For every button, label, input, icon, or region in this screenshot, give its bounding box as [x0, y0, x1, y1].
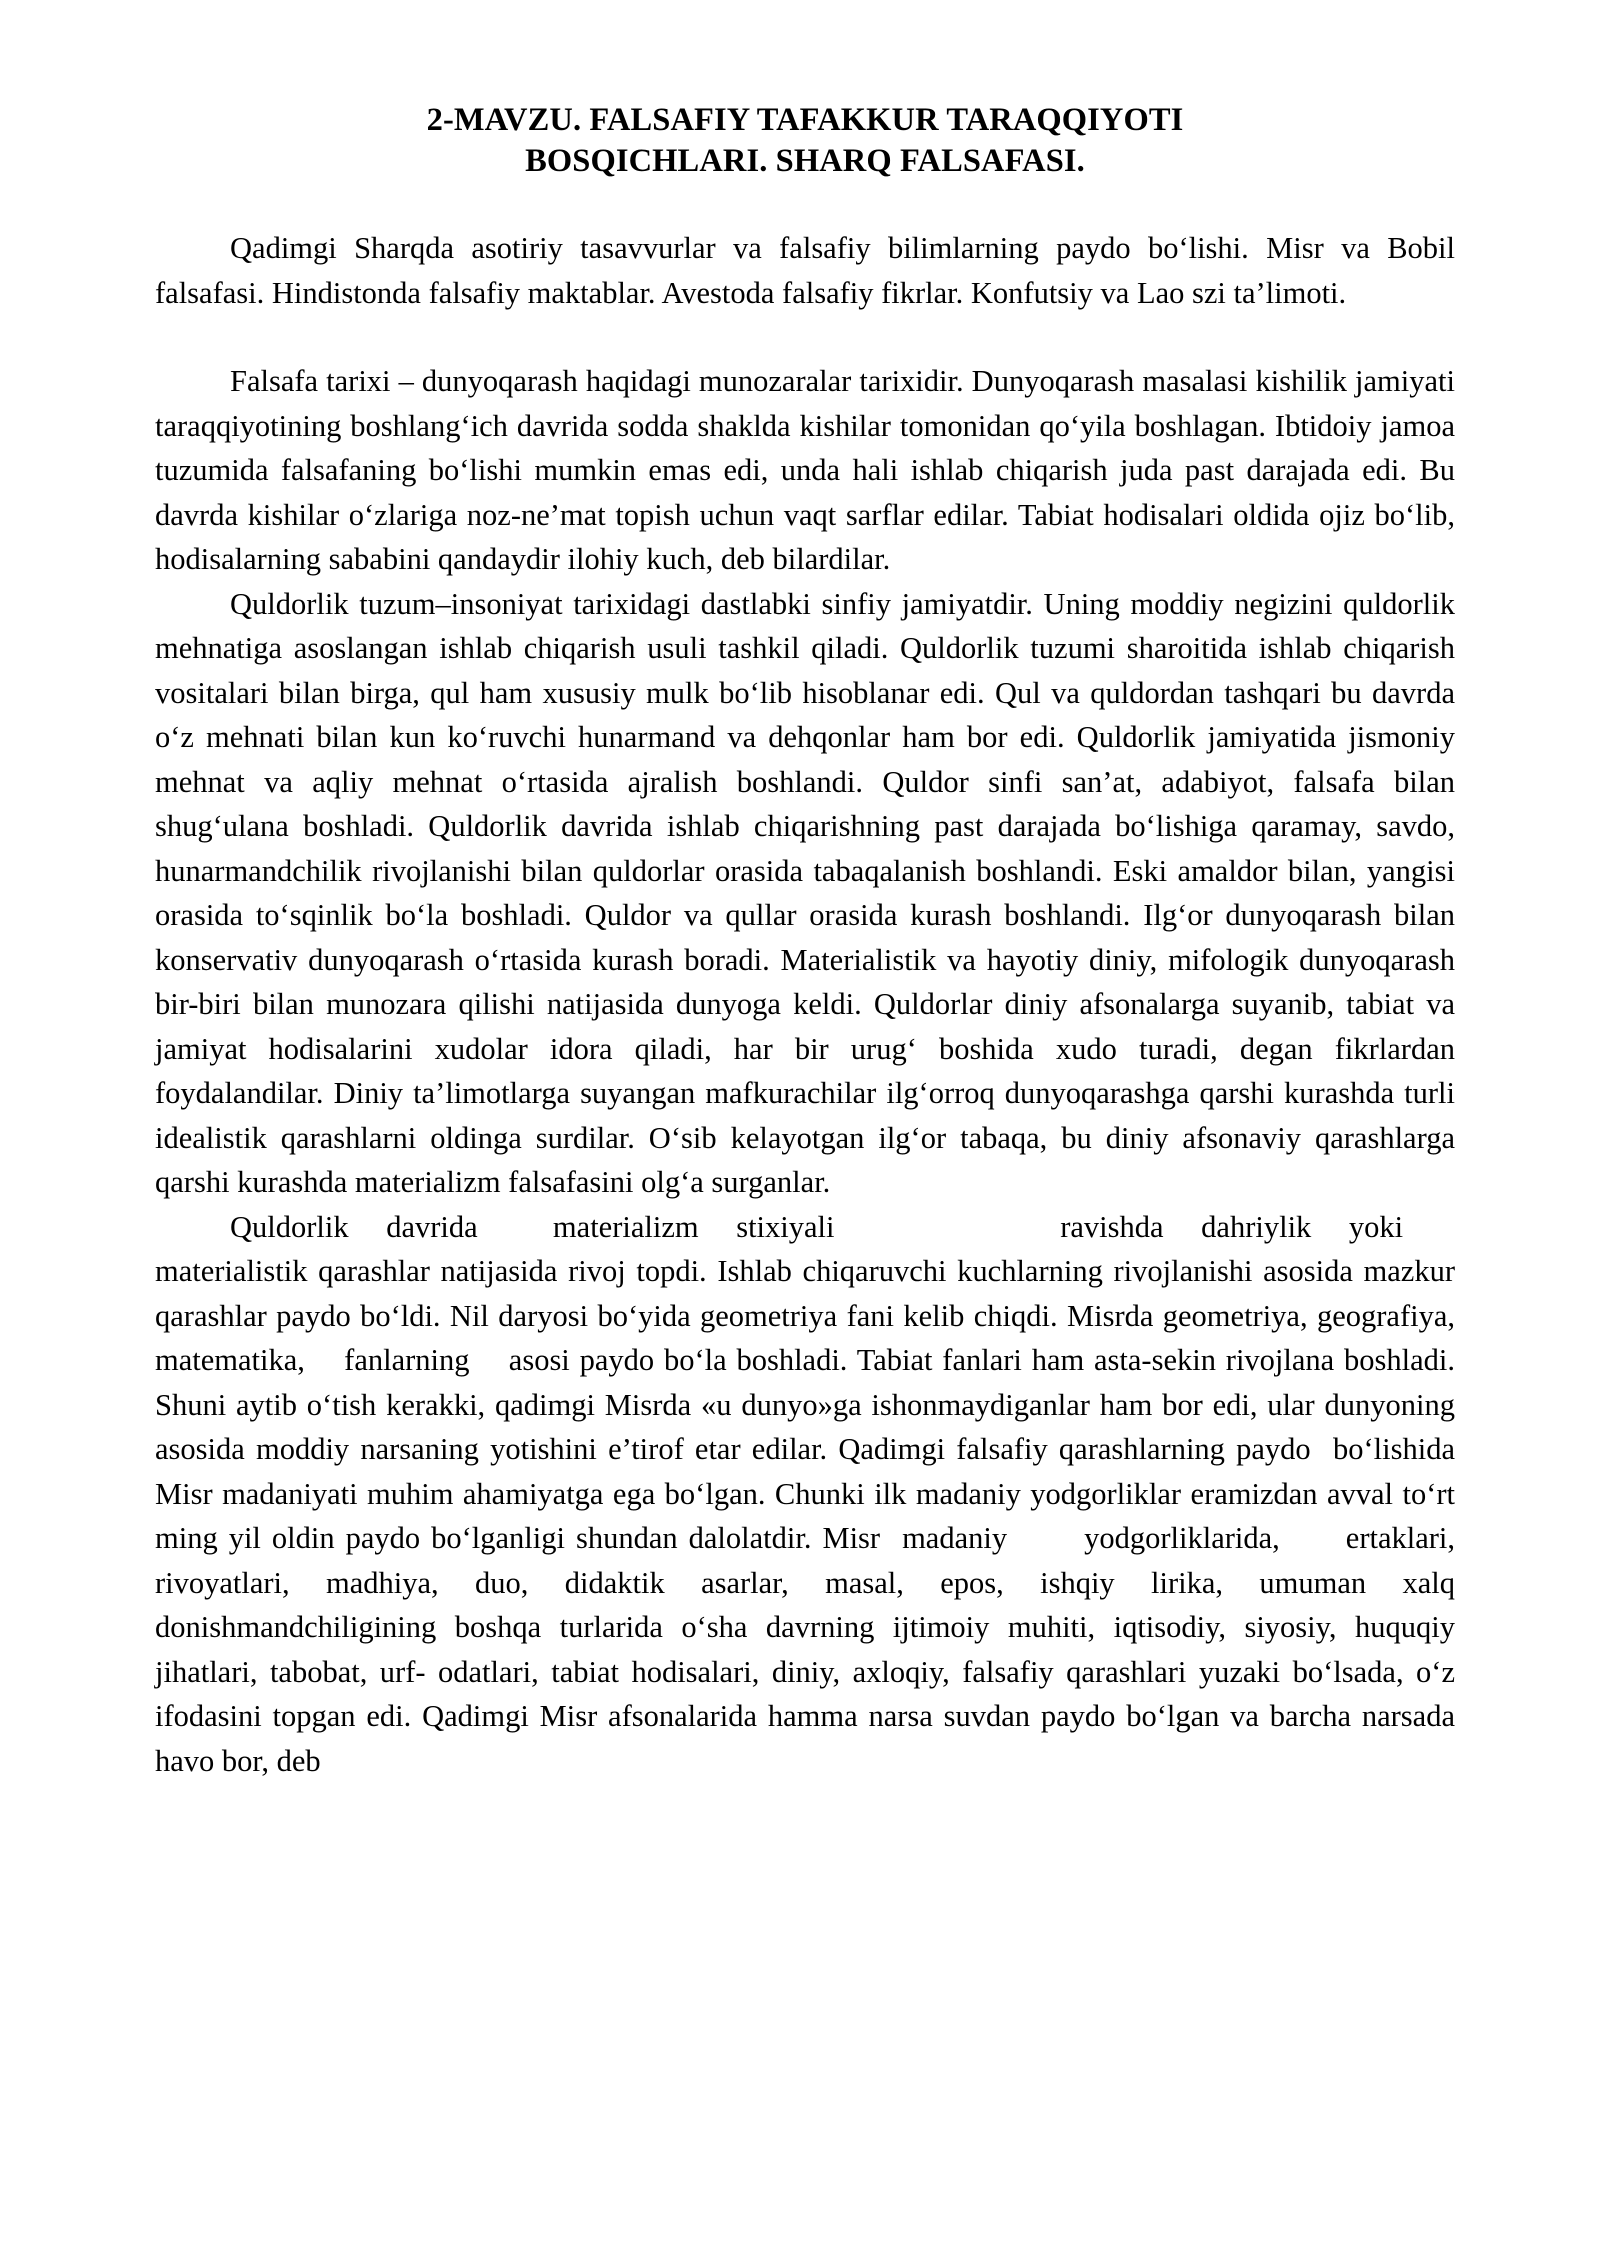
document-content [155, 100, 1471, 1783]
title-spacer [155, 182, 1455, 226]
paragraph-history: Falsafa tarixi – dunyoqarash haqidagi munozaralar tarixidir. Dunyoqarash masalasi kishilik jamiyati taraqqiyotining boshlang‘ich davrida sodda shaklda kishilar tomonidan qo‘yila boshlagan. Ibtidoiy jamoa tuzumida falsafaning bo‘lishi mumkin emas edi, unda hali ishlab chiqarish juda past darajada edi. Bu davrda kishilar o‘zlariga noz-ne’mat topish uchun vaqt sarflar edilar. Tabiat hodisalari oldida ojiz bo‘lib, hodisalarning sababini qandaydir ilohiy kuch, deb bilardilar. [155, 364, 1455, 576]
title-line-2: BOSQICHLARI. SHARQ FALSAFASI. [525, 143, 1085, 179]
paragraph-slavery: Quldorlik tuzum–insoniyat tarixidagi dastlabki sinfiy jamiyatdir. Uning moddiy negizini quldorlik mehnatiga asoslangan ishlab chiqarish usuli tashkil qiladi. Quldorlik tuzumi sharoitida ishlab chiqarish vositalari bilan birga, qul ham xususiy mulk bo‘lib hisoblanar edi. Qul va quldordan tashqari bu davrda o‘z mehnati bilan kun ko‘ruvchi hunarmand va dehqonlar ham bor edi. Quldorlik jamiyatida jismoniy mehnat va aqliy mehnat o‘rtasida ajralish boshlandi. Quldor sinfi san’at, adabiyot, falsafa bilan shug‘ulana boshladi. Quldorlik davrida ishlab chiqarishning past darajada bo‘lishiga qaramay, savdo, hunarmandchilik rivojlanishi bilan quldorlar orasida tabaqalanish boshlandi. Eski amaldor bilan, yangisi orasida to‘sqinlik bo‘la boshladi. Quldor va qullar orasida kurash boshlandi. Ilg‘or dunyoqarash bilan konservativ dunyoqarash o‘rtasida kurash boradi. Materialistik va hayotiy diniy, mifologik dunyoqarash bir-biri bilan munozara qilishi natijasida dunyoga keldi. Quldorlar diniy afsonalarga suyanib, tabiat va jamiyat hodisalarini xudolar idora qiladi, har bir urug‘ boshida xudo turadi, degan fikrlardan foydalandilar. Diniy ta’limotlarga suyangan mafkurachilar ilg‘orroq dunyoqarashga qarshi kurashda turli idealistik qarashlarni oldinga surdilar. O‘sib kelayotgan ilg‘or tabaqa, bu diniy afsonaviy qarashlarga qarshi kurashda materializm falsafasini olg‘a surganlar. [155, 586, 1455, 1199]
paragraph-materialism-body: materialistik qarashlar natijasida rivoj topdi. Ishlab chiqaruvchi kuchlarning rivojlanishi asosida mazkur qarashlar paydo bo‘ldi. Nil daryosi bo‘yida geometriya fani kelib chiqdi. Misrda geometriya, geografiya, matematika, fanlarning asosi paydo bo‘la boshladi. Tabiat fanlari ham asta-sekin rivojlana boshladi. Shuni aytib o‘tish kerakki, qadimgi Misrda «u dunyo»ga ishonmaydiganlar ham bor edi, ular dunyoning asosida moddiy narsaning yotishini e’tirof etar edilar. Qadimgi falsafiy qarashlarning paydo bo‘lishida Misr madaniyati muhim ahamiyatga ega bo‘lgan. Chunki ilk madaniy yodgorliklar eramizdan avval to‘rt ming yil oldin paydo bo‘lganligi shundan dalolatdir. Misr madaniy yodgorliklarida, ertaklari, rivoyatlari, madhiya, duo, didaktik asarlar, masal, epos, ishqiy lirika, umuman xalq donishmandchiligining boshqa turlarida o‘sha davrning ijtimoiy muhiti, iqtisodiy, siyosiy, huquqiy jihatlari, tabobat, urf- odatlari, tabiat hodisalari, diniy, axloqiy, falsafiy qarashlari yuzaki bo‘lsada, o‘z ifodasini topgan edi. Qadimgi Misr afsonalarida hamma narsa suvdan paydo bo‘lgan va barcha narsada havo bor, deb [155, 1254, 1471, 1778]
paragraph-materialism-lead: Quldorlik davrida materializm stixiyali ravishda dahriylik yoki [230, 1209, 1404, 1244]
paragraph-gap-1 [155, 315, 1455, 359]
title-line-1: 2-MAVZU. FALSAFIY TAFAKKUR TARAQQIYOTI [426, 102, 1184, 138]
paragraph-intro: Qadimgi Sharqda asotiriy tasavvurlar va falsafiy bilimlarning paydo bo‘lishi. Misr va Bobil falsafasi. Hindistonda falsafiy maktablar. Avestoda falsafiy fikrlar. Konfutsiy va Lao szi ta’limoti. [155, 231, 1455, 310]
page-title [155, 100, 1455, 182]
